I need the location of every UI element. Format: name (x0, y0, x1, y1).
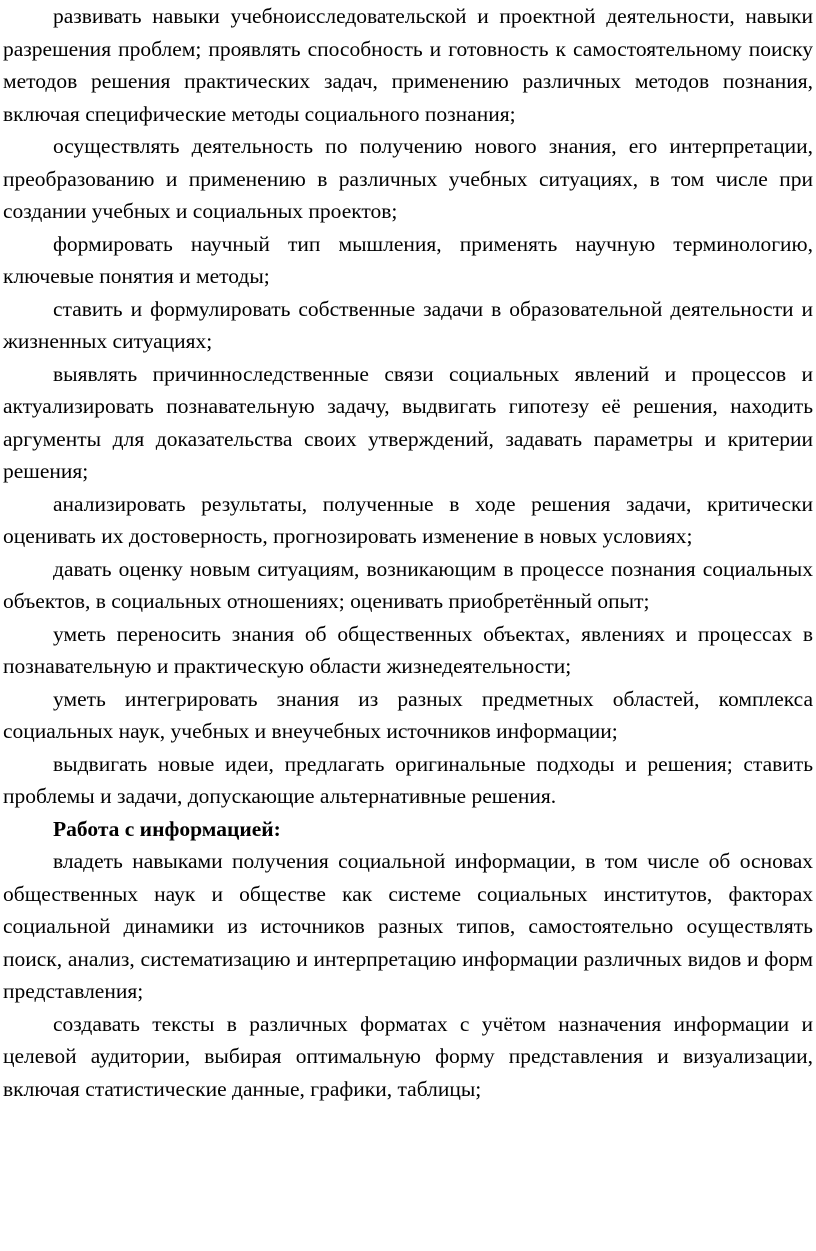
paragraph-new-ideas: выдвигать новые идеи, предлагать оригинальные подходы и решения; ставить проблемы и задачи, допускающие альтернативные решения. (3, 751, 813, 808)
paragraph-research-skills: развивать навыки учебноисследовательской и проектной деятельности, навыки разрешения проблем; проявлять способность и готовность к самостоятельному поиску методов решения практических задач, применению различных методов познания, включая специфические методы социального познания; (3, 4, 813, 126)
paragraph-transfer-knowledge: уметь переносить знания об общественных объектах, явлениях и процессах в познавательную и практическую области жизнедеятельности; (3, 621, 813, 678)
paragraph-scientific-thinking: формировать научный тип мышления, применять научную терминологию, ключевые понятия и методы; (3, 231, 813, 288)
section-heading: Работа с информацией: (53, 816, 281, 841)
paragraph-analyze-results: анализировать результаты, полученные в ходе решения задачи, критически оценивать их достоверность, прогнозировать изменение в новых условиях; (3, 491, 813, 548)
paragraph-evaluate-situations: давать оценку новым ситуациям, возникающим в процессе познания социальных объектов, в социальных отношениях; оценивать приобретённый опыт; (3, 556, 813, 613)
paragraph-information-skills: владеть навыками получения социальной информации, в том числе об основах общественных наук и обществе как системе социальных институтов, факторах социальной динамики из источников разных типов, самостоятельно осуществлять поиск, анализ, систематизацию и интерпретацию информации различных видов и форм представления; (3, 849, 813, 1003)
paragraph-new-knowledge: осуществлять деятельность по получению нового знания, его интерпретации, преобразованию и применению в различных учебных ситуациях, в том числе при создании учебных и социальных проектов; (3, 134, 813, 223)
paragraph-own-tasks: ставить и формулировать собственные задачи в образовательной деятельности и жизненных ситуациях; (3, 296, 813, 353)
paragraph-integrate-knowledge: уметь интегрировать знания из разных предметных областей, комплекса социальных наук, учебных и внеучебных источников информации; (3, 686, 813, 743)
paragraph-create-texts: создавать тексты в различных форматах с учётом назначения информации и целевой аудитории, выбирая оптимальную форму представления и визуализации, включая статистические данные, графики, таблицы; (3, 1011, 813, 1101)
paragraph-causal-links: выявлять причинноследственные связи социальных явлений и процессов и актуализировать познавательную задачу, выдвигать гипотезу её решения, находить аргументы для доказательства своих утверждений, задавать параметры и критерии решения; (3, 361, 813, 483)
